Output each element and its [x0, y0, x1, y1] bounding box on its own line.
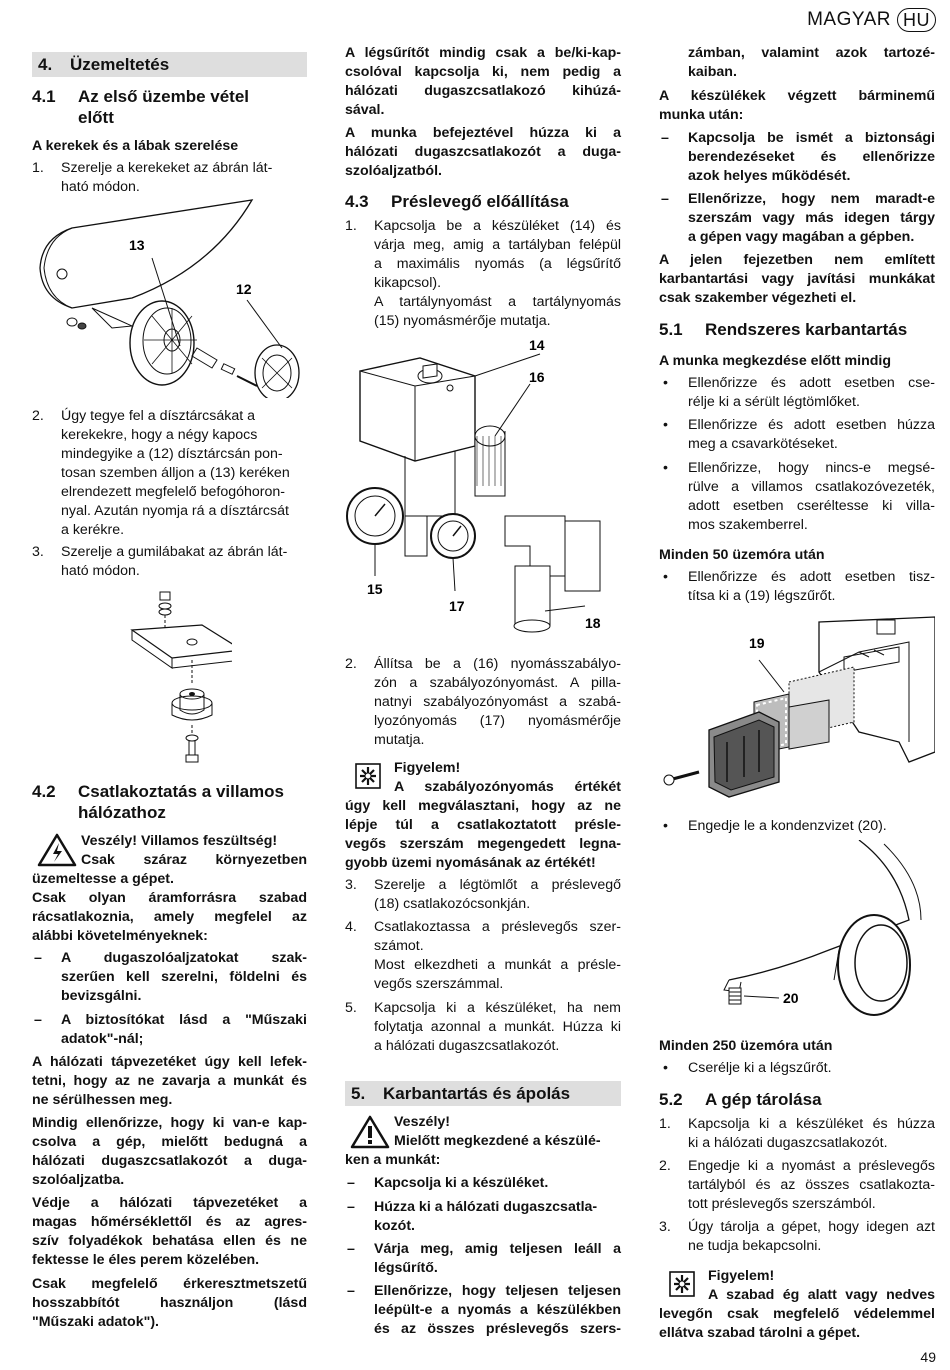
wheel-assembly-figure [32, 198, 307, 398]
wheels-heading: A kerekek és a lábak szerelése [32, 138, 239, 154]
electric-danger-warning [32, 832, 307, 889]
section-4-2-heading: 4.2 Csatlakoztatás a villamos hálózathoz [32, 782, 284, 822]
dash-safety-devices: – Kapcsolja be ismét a biztonsági berendezéseket és ellenőrizze azok helyes működését. [661, 130, 935, 184]
section-5-1-heading: 5.1 Rendszeres karbantartás [659, 320, 908, 339]
language-code-badge: HU [897, 8, 936, 32]
bullet-hoses: • Ellenőrizze és adott esetben cse- rélje ki a sérült légtömlőket. [663, 375, 935, 410]
para-end-work: A munka befejeztével húzza ki a hálózati dugaszcsatlakozót a duga- szolóaljzatból. [345, 125, 621, 179]
air-step-2: 2. Állítsa be a (16) nyomásszabályo- zón a szabályozónyomást. A pilla- natnyi szabályozónyomást a szabá- lyozónyomás (17) nyomásmérője mutatja. [345, 656, 621, 748]
bullet-replace-filter: • Cserélje ki a légszűrőt. [663, 1060, 832, 1076]
condensate-drain-figure [659, 840, 935, 1035]
electric-warning-icon [37, 833, 77, 867]
wheel-step-1: 1. Szerelje a kerekeket az ábrán lát- ható módon. [32, 160, 273, 195]
dash-no-tools-left: – Ellenőrizze, hogy nem maradt-e szerszám vagy más idegen tárgy a gépen vagy magában a gépben. [661, 191, 935, 245]
para-check: Mindig ellenőrizze, hogy ki van-e kap- csolva a gép, mielőtt bedugná a hálózati dugaszcsatlakozót a duga- szolóaljzatba. [32, 1115, 307, 1188]
dash-switch-off: – Kapcsolja ki a készüléket. [347, 1175, 549, 1191]
switch-label-17: 17 [449, 598, 465, 614]
before-work-heading: A munka megkezdése előtt mindig [659, 353, 892, 369]
maintenance-danger: Veszély! Mielőtt megkezdené a készülé- ken a munkát: [345, 1114, 601, 1168]
dash-unplug: – Húzza ki a hálózati dugaszcsatla- kozót. [347, 1199, 598, 1234]
switch-label-15: 15 [367, 581, 383, 597]
bullet-screws: • Ellenőrizze és adott esetben húzza meg a csavarkötéseket. [663, 417, 935, 452]
rubber-foot-figure [122, 590, 232, 765]
language-label: MAGYAR [807, 9, 891, 30]
para-extension: Csak megfelelő érkeresztmetszetű hosszabbítót használjon (lásd "Műszaki adatok"). [32, 1276, 307, 1330]
storage-step-3: 3. Úgy tárolja a gépet, hogy idegen azt ne tudja bekapcsolni. [659, 1219, 935, 1254]
air-step-5: 5. Kapcsolja ki a készüléket, ha nem folytatja azonnal a munkát. Húzza ki a hálózati dugaszcsatlakozót. [345, 1000, 621, 1054]
dash-fuses: – A biztosítókat lásd a "Műszaki adatok"-nál; [34, 1012, 307, 1047]
dash-pressure-continued: zámban, valamint azok tartozé- kaiban. [688, 45, 935, 80]
every-50-hours-heading: Minden 50 üzemóra után [659, 547, 825, 563]
wheel-label-12: 12 [236, 281, 252, 297]
wheel-label-13: 13 [129, 237, 145, 253]
para-connect: Csak olyan áramforrásra szabad rácsatlakoznia, amely megfelel az alábbi követelményeknek: [32, 890, 307, 944]
pressure-switch-figure [345, 336, 621, 636]
bullet-drain: • Engedje le a kondenzvizet (20). [663, 818, 887, 834]
air-step-4: 4. Csatlakoztassa a préslevegős szer- számot. Most elkezdheti a munkát a présle- vegős szerszámmal. [345, 919, 621, 992]
every-250-hours-heading: Minden 250 üzemóra után [659, 1038, 833, 1054]
section-5-2-heading: 5.2 A gép tárolása [659, 1090, 822, 1109]
para-switch-off: A légsűrítőt mindig csak a be/ki-kap- csolóval kapcsolja ki, nem pedig a hálózati dugaszcsatlakozó kihúzá- sával. [345, 45, 621, 118]
language-header [807, 8, 936, 32]
storage-step-2: 2. Engedje ki a nyomást a préslevegős tartályból és az összes csatlakozta- tott préslevegős szerszámból. [659, 1158, 935, 1212]
page-number: 49 [920, 1349, 936, 1365]
section-4-heading: 4. Üzemeltetés [32, 52, 307, 77]
danger-icon [350, 1115, 390, 1149]
bullet-clean-filter: • Ellenőrizze és adott esetben tisz- títsa ki a (19) légszűrőt. [663, 569, 935, 604]
danger-line-2: üzemeltesse a gépet. [32, 871, 174, 887]
switch-label-16: 16 [529, 369, 545, 385]
wheel-step-3: 3. Szerelje a gumilábakat az ábrán lát- ható módon. [32, 544, 288, 579]
dash-pressure: – Ellenőrizze, hogy teljesen teljesen leépült-e a nyomás a készülékben és az összes préslevegős szers- [347, 1283, 621, 1337]
after-work-heading: A készülékek végzett bárminemű munka után: [659, 88, 935, 123]
filter-label-19: 19 [749, 635, 765, 651]
switch-label-18: 18 [585, 615, 601, 631]
switch-label-14: 14 [529, 337, 545, 353]
air-filter-figure [659, 612, 935, 807]
storage-step-1: 1. Kapcsolja ki a készüléket és húzza ki a hálózati dugaszcsatlakozót. [659, 1116, 935, 1151]
drain-label-20: 20 [783, 990, 799, 1006]
attention-icon [669, 1271, 695, 1297]
section-4-1-heading: 4.1 Az első üzembe vétel előtt [32, 87, 250, 127]
danger-title: Veszély! Villamos feszültség! [81, 833, 278, 849]
para-expert-only: A jelen fejezetben nem említett karbantartási vagy javítási munkákat csak szakember végezheti el. [659, 252, 935, 306]
para-cable: A hálózati tápvezetéket úgy kell lefek- tetni, hogy az ne zavarja a munkát és ne sérülhessen meg. [32, 1054, 307, 1108]
attention-regulator: Figyelem! A szabályozónyomás értékét úgy kell megválasztani, hogy az ne lépje túl a csatlakoztatott présle- vegős szerszám megengedett legna- gyobb üzemi nyomásának az értékét! [345, 760, 621, 871]
wheel-step-2: 2. Úgy tegye fel a dísztárcsákat a kerekekre, hogy a négy kapocs mindegyike a (12) dísztárcsán pon- tosan szemben álljon a (13) keréken elrendezett megfelelő befogóhoron- nyal. Azután nyomja rá a dísztárcsát a kerékre. [32, 408, 290, 538]
attention-icon [355, 763, 381, 789]
air-step-1: 1. Kapcsolja be a készüléket (14) és várja meg, amig a tartályban felépül a maximális nyomás (a légsűrítő kikapcsol). A tartálynyomást a tartálynyomás (15) nyomásmérője mutatja. [345, 218, 621, 329]
section-4-3-heading: 4.3 Préslevegő előállítása [345, 192, 569, 211]
air-step-3: 3. Szerelje a légtömlőt a préslevegő (18) csatlakozócsonkján. [345, 877, 621, 912]
attention-storage: Figyelem! A szabad ég alatt vagy nedves levegőn csak megfelelő védelemmel ellátva szabad tárolni a gépet. [659, 1268, 935, 1341]
danger-line-1: Csak száraz környezetben [81, 852, 307, 868]
para-protect: Védje a hálózati tápvezetéket a magas hőmérséklettől és az agres- szív folyadékok behatása ellen és ne fektesse le éles perem közelében. [32, 1195, 307, 1268]
section-5-heading: 5. Karbantartás és ápolás [345, 1081, 621, 1106]
dash-sockets: – A dugaszolóaljzatokat szak- szerűen kell szerelni, földelni és bevizsgálni. [34, 950, 307, 1004]
dash-wait: – Várja meg, amig teljesen leáll a légsűrítő. [347, 1241, 621, 1276]
bullet-cable: • Ellenőrizze, hogy nincs-e megsé- rülve a villamos csatlakozóvezeték, adott esetben cseréltesse ki villa- mos szakemberrel. [663, 460, 935, 533]
